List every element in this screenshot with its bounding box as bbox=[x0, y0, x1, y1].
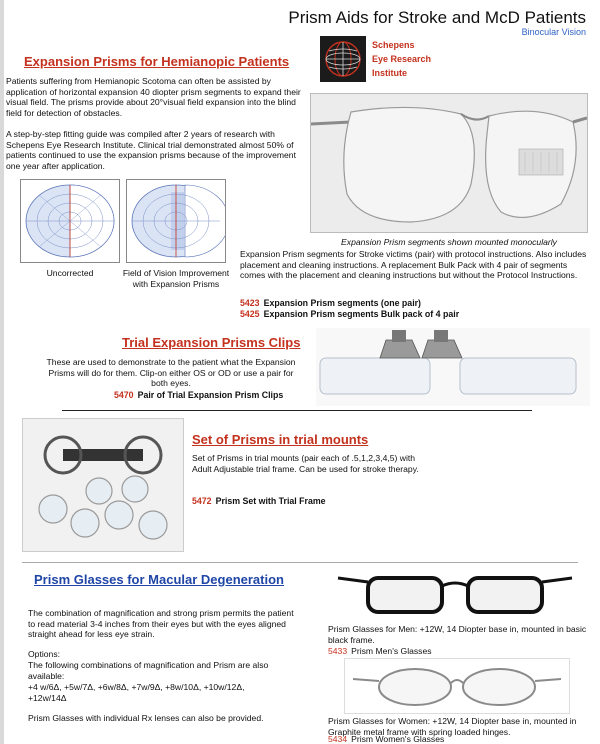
page-subtitle: Binocular Vision bbox=[521, 27, 586, 37]
trial-mounts-description: Set of Prisms in trial mounts (pair each of .5,1,2,3,4,5) with Adult Adjustable trial frame. Can be used for stroke therapy. bbox=[192, 453, 419, 474]
label-corrected: Field of Vision Improvement with Expansion Prisms bbox=[122, 268, 230, 289]
visual-field-chart-corrected bbox=[126, 179, 226, 263]
options-label: Options: bbox=[28, 649, 61, 659]
women-glasses-description: Prism Glasses for Women: +12W, 14 Diopter base in, mounted in Graphite metal frame with spring loaded hinges. bbox=[328, 716, 577, 737]
options-text: The following combinations of magnification and Prism are also available: bbox=[28, 660, 269, 681]
logo-line-2: Eye Research bbox=[372, 54, 432, 64]
product-name: Prism Women's Glasses bbox=[351, 734, 445, 744]
product-5433 bbox=[328, 646, 432, 657]
logo-line-1: Schepens bbox=[372, 40, 415, 50]
product-5434 bbox=[328, 734, 444, 744]
macular-heading: Prism Glasses for Macular Degeneration bbox=[34, 572, 284, 587]
men-glasses-description: Prism Glasses for Men: +12W, 14 Diopter base in, mounted in basic black frame. bbox=[328, 624, 587, 645]
visual-field-chart-uncorrected bbox=[20, 179, 120, 263]
trial-clips-description: These are used to demonstrate to the patient what the Expansion Prisms will do for them. Clip-on either OS or OD or use a pair for both eyes. bbox=[46, 357, 296, 389]
globe-logo-icon bbox=[320, 36, 366, 82]
product-code: 5423 bbox=[240, 298, 260, 308]
product-5423 bbox=[240, 298, 421, 309]
product-name: Prism Set with Trial Frame bbox=[215, 496, 326, 506]
label-uncorrected: Uncorrected bbox=[46, 268, 94, 278]
trial-clips-heading: Trial Expansion Prisms Clips bbox=[122, 335, 301, 350]
trial-clips-photo bbox=[316, 328, 590, 406]
macular-para-1: The combination of magnification and strong prism permits the patient to read material 3-4 inches from their eyes but with the eyes aligned straight ahead for less eye strain. bbox=[28, 608, 294, 640]
expansion-para-1: Patients suffering from Hemianopic Scotoma can often be assisted by application of horizontal expansion 40 diopter prism segments to expand their visual field. The prisms provide about 20°visual field expansion into the blind field for detection of obstacles. bbox=[6, 76, 301, 118]
men-glasses-photo bbox=[332, 568, 578, 620]
expansion-para-2: A step-by-step fitting guide was compiled after 2 years of research with Schepens Eye Research Institute. Clinical trial demonstrated almost 50% of patients continued to use the expansion prisms because of the improvement one year after application. bbox=[6, 129, 296, 171]
logo-line-3: Institute bbox=[372, 68, 407, 78]
trial-mounts-photo bbox=[22, 418, 184, 552]
page-title: Prism Aids for Stroke and McD Patients bbox=[288, 8, 586, 27]
product-code: 5434 bbox=[328, 734, 348, 744]
schepens-logo bbox=[320, 36, 440, 82]
women-glasses-photo bbox=[344, 658, 570, 714]
product-code: 5433 bbox=[328, 646, 348, 656]
section-divider bbox=[62, 410, 532, 411]
product-code: 5472 bbox=[192, 496, 212, 506]
expansion-description: Expansion Prism segments for Stroke victims (pair) with protocol instructions. Also includes placement and cleaning instructions. A replacement Bulk Pack with 4 pair of segments comes with the placement and cleaning instructions but without the Protocol Instructions. bbox=[240, 249, 587, 281]
product-name: Expansion Prism segments Bulk pack of 4 pair bbox=[263, 309, 460, 319]
product-name: Expansion Prism segments (one pair) bbox=[263, 298, 421, 308]
product-5472 bbox=[192, 496, 326, 507]
section-divider bbox=[22, 562, 578, 563]
photo-caption: Expansion Prism segments shown mounted monocularly bbox=[341, 237, 557, 247]
scan-edge bbox=[0, 0, 4, 744]
product-5425 bbox=[240, 309, 459, 320]
expansion-prism-photo bbox=[310, 93, 588, 233]
product-5470 bbox=[114, 390, 283, 401]
product-name: Prism Men's Glasses bbox=[351, 646, 432, 656]
trial-mounts-heading: Set of Prisms in trial mounts bbox=[192, 432, 369, 447]
expansion-heading: Expansion Prisms for Hemianopic Patients bbox=[24, 54, 290, 69]
product-name: Pair of Trial Expansion Prism Clips bbox=[137, 390, 284, 400]
product-code: 5470 bbox=[114, 390, 134, 400]
rx-note: Prism Glasses with individual Rx lenses can also be provided. bbox=[28, 713, 264, 723]
product-code: 5425 bbox=[240, 309, 260, 319]
prism-combinations: +4 w/6Δ, +5w/7Δ, +6w/8Δ, +7w/9Δ, +8w/10Δ, +10w/12Δ, +12w/14Δ bbox=[28, 682, 245, 703]
